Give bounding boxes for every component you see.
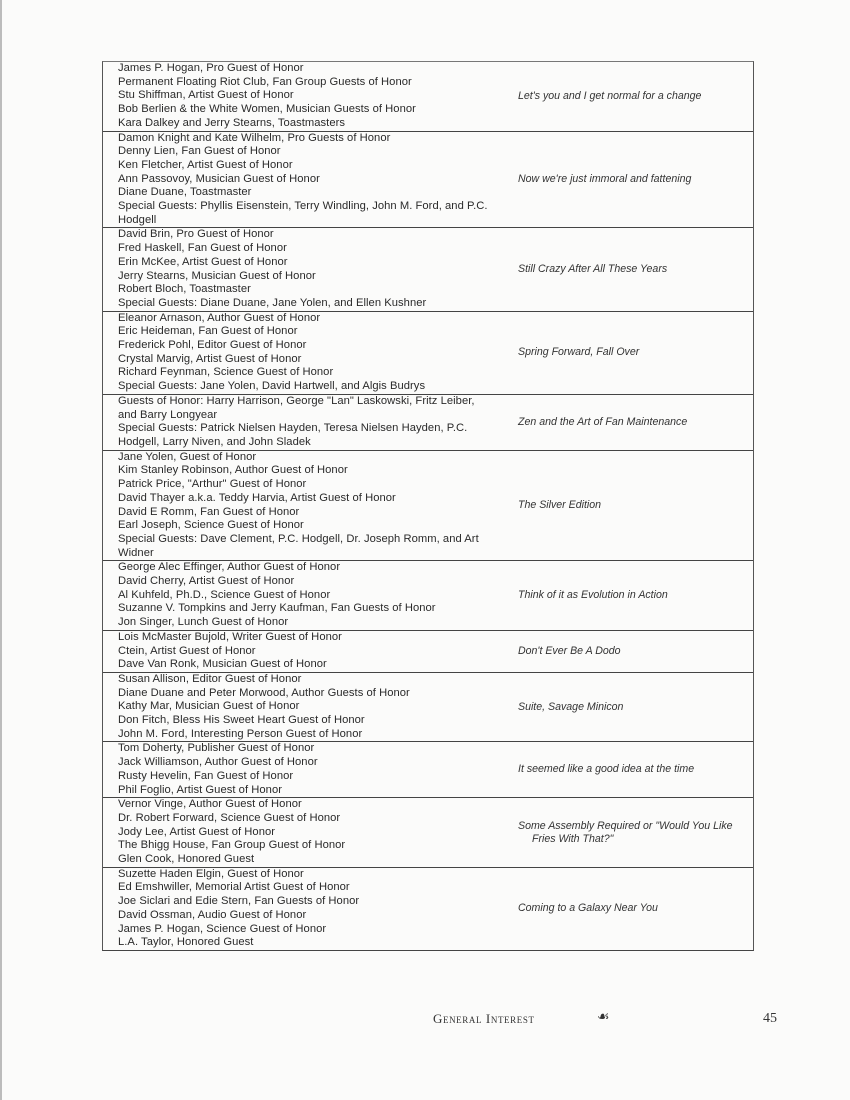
guest-line: Eric Heideman, Fan Guest of Honor <box>118 325 298 338</box>
guest-line: John M. Ford, Interesting Person Guest of Honor <box>118 727 363 740</box>
guest-line: Suzette Haden Elgin, Guest of Honor <box>118 867 304 880</box>
guest-line: David Thayer a.k.a. Teddy Harvia, Artist Guest of Honor <box>118 491 396 504</box>
guest-theme-table <box>102 61 754 951</box>
guest-line: Dr. Robert Forward, Science Guest of Honor <box>118 811 341 824</box>
table-row <box>103 311 753 394</box>
table-row <box>103 630 753 672</box>
table-row <box>103 741 753 797</box>
theme-text <box>518 645 621 658</box>
guest-line: Special Guests: Phyllis Eisenstein, Terry Windling, John M. Ford, and P.C. <box>118 200 488 213</box>
guest-line: Jody Lee, Artist Guest of Honor <box>118 825 276 838</box>
theme-line: Still Crazy After All These Years <box>518 263 668 276</box>
guest-line: Richard Feynman, Science Guest of Honor <box>118 366 334 379</box>
guest-line: Ctein, Artist Guest of Honor <box>118 644 256 657</box>
theme-line-continued: Fries With That?" <box>532 832 614 845</box>
guest-line: Ken Fletcher, Artist Guest of Honor <box>118 158 293 171</box>
guest-line: Kathy Mar, Musician Guest of Honor <box>118 700 300 713</box>
theme-cell <box>513 228 753 310</box>
guest-line: Don Fitch, Bless His Sweet Heart Guest of Honor <box>118 714 365 727</box>
guest-list-cell <box>103 132 513 228</box>
theme-line: Spring Forward, Fall Over <box>518 346 640 359</box>
guest-list-cell <box>103 312 513 394</box>
guest-line: David E Romm, Fan Guest of Honor <box>118 505 300 518</box>
theme-line: It seemed like a good idea at the time <box>518 763 695 776</box>
page-number: 45 <box>763 1011 777 1026</box>
guest-line: Frederick Pohl, Editor Guest of Honor <box>118 339 307 352</box>
guest-list-cell <box>103 395 513 450</box>
table-row <box>103 867 753 950</box>
guest-line: Suzanne V. Tompkins and Jerry Kaufman, Fan Guests of Honor <box>118 602 436 615</box>
guest-line: Jon Singer, Lunch Guest of Honor <box>118 616 289 629</box>
guest-line: Joe Siclari and Edie Stern, Fan Guests of Honor <box>118 895 360 908</box>
theme-text <box>518 902 658 915</box>
guest-line: The Bhigg House, Fan Group Guest of Honor <box>118 839 346 852</box>
table-row <box>103 672 753 742</box>
theme-text <box>518 820 733 846</box>
theme-cell <box>513 673 753 742</box>
theme-cell <box>513 312 753 394</box>
theme-text <box>518 346 639 359</box>
guest-line: Dave Van Ronk, Musician Guest of Honor <box>118 658 327 671</box>
guest-line: Stu Shiffman, Artist Guest of Honor <box>118 89 294 102</box>
guest-line: Crystal Marvig, Artist Guest of Honor <box>118 352 302 365</box>
guest-line: Kim Stanley Robinson, Author Guest of Honor <box>118 464 348 477</box>
guest-line: Vernor Vinge, Author Guest of Honor <box>118 798 302 811</box>
guest-line: Robert Bloch, Toastmaster <box>118 283 251 296</box>
theme-line: Let's you and I get normal for a change <box>518 89 702 102</box>
guest-line: Permanent Floating Riot Club, Fan Group Guests of Honor <box>118 75 412 88</box>
guest-line: Special Guests: Patrick Nielsen Hayden, Teresa Nielsen Hayden, P.C. <box>118 422 468 435</box>
guest-line: Hodgell, Larry Niven, and John Sladek <box>118 435 311 448</box>
table-row <box>103 227 753 310</box>
guest-line: Guests of Honor: Harry Harrison, George "Lan" Laskowski, Fritz Leiber, <box>118 394 475 407</box>
guest-line: Al Kuhfeld, Ph.D., Science Guest of Honor <box>118 588 331 601</box>
table-row <box>103 560 753 630</box>
guest-line: Diane Duane and Peter Morwood, Author Guests of Honor <box>118 686 410 699</box>
guest-line: and Barry Longyear <box>118 408 218 421</box>
guest-line: David Brin, Pro Guest of Honor <box>118 228 274 241</box>
table-row <box>103 450 753 561</box>
theme-text <box>518 263 667 276</box>
table-row <box>103 62 753 131</box>
guest-line: Special Guests: Dave Clement, P.C. Hodgell, Dr. Joseph Romm, and Art <box>118 532 479 545</box>
theme-text <box>518 589 668 602</box>
guest-line: Patrick Price, "Arthur" Guest of Honor <box>118 478 307 491</box>
guest-list-cell <box>103 742 513 797</box>
theme-line: Now we're just immoral and fattening <box>518 172 692 185</box>
guest-list-cell <box>103 673 513 742</box>
guest-line: David Cherry, Artist Guest of Honor <box>118 575 295 588</box>
guest-line: Tom Doherty, Publisher Guest of Honor <box>118 742 315 755</box>
guest-line: Eleanor Arnason, Author Guest of Honor <box>118 311 321 324</box>
theme-text <box>518 90 701 103</box>
theme-cell <box>513 742 753 797</box>
guest-line: Rusty Hevelin, Fan Guest of Honor <box>118 769 294 782</box>
guest-line: Jane Yolen, Guest of Honor <box>118 450 257 463</box>
theme-line: Zen and the Art of Fan Maintenance <box>518 415 688 428</box>
guest-list-cell <box>103 798 513 867</box>
guest-line: James P. Hogan, Pro Guest of Honor <box>118 62 304 74</box>
guest-line: Special Guests: Diane Duane, Jane Yolen, and Ellen Kushner <box>118 296 427 309</box>
theme-text <box>518 416 687 429</box>
theme-text <box>518 763 694 776</box>
guest-line: David Ossman, Audio Guest of Honor <box>118 908 307 921</box>
theme-cell <box>513 561 753 630</box>
table-row <box>103 797 753 867</box>
table-row <box>103 131 753 228</box>
theme-cell <box>513 798 753 867</box>
theme-text <box>518 499 601 512</box>
theme-line: Think of it as Evolution in Action <box>518 589 668 602</box>
guest-line: Erin McKee, Artist Guest of Honor <box>118 255 288 268</box>
theme-line: Some Assembly Required or "Would You Like <box>518 819 733 832</box>
theme-text <box>518 701 623 714</box>
guest-line: L.A. Taylor, Honored Guest <box>118 936 254 949</box>
guest-line: Lois McMaster Bujold, Writer Guest of Honor <box>118 630 342 643</box>
guest-line: George Alec Effinger, Author Guest of Honor <box>118 561 341 574</box>
guest-line: James P. Hogan, Science Guest of Honor <box>118 922 327 935</box>
theme-cell <box>513 631 753 672</box>
table-row <box>103 394 753 450</box>
guest-line: Widner <box>118 546 154 559</box>
guest-list-cell <box>103 451 513 561</box>
guest-list-cell <box>103 228 513 310</box>
guest-line: Special Guests: Jane Yolen, David Hartwell, and Algis Budrys <box>118 380 426 393</box>
theme-cell <box>513 451 753 561</box>
guest-line: Jack Williamson, Author Guest of Honor <box>118 756 318 769</box>
footer-ornament-icon: ☙ <box>597 1008 610 1024</box>
guest-line: Diane Duane, Toastmaster <box>118 186 252 199</box>
guest-line: Susan Allison, Editor Guest of Honor <box>118 672 302 685</box>
guest-list-cell <box>103 631 513 672</box>
guest-line: Phil Foglio, Artist Guest of Honor <box>118 783 282 796</box>
guest-line: Denny Lien, Fan Guest of Honor <box>118 145 281 158</box>
theme-line: Coming to a Galaxy Near You <box>518 902 658 915</box>
guest-line: Earl Joseph, Science Guest of Honor <box>118 519 304 532</box>
guest-line: Fred Haskell, Fan Guest of Honor <box>118 242 287 255</box>
theme-cell <box>513 868 753 950</box>
theme-line: Don't Ever Be A Dodo <box>518 644 621 657</box>
guest-line: Ed Emshwiller, Memorial Artist Guest of Honor <box>118 881 350 894</box>
theme-text <box>518 173 691 186</box>
theme-line: Suite, Savage Minicon <box>518 700 624 713</box>
guest-line: Ann Passovoy, Musician Guest of Honor <box>118 172 320 185</box>
footer-section-label: General Interest <box>433 1011 535 1026</box>
theme-cell <box>513 132 753 228</box>
guest-list-cell <box>103 868 513 950</box>
guest-line: Jerry Stearns, Musician Guest of Honor <box>118 269 316 282</box>
guest-line: Hodgell <box>118 213 157 226</box>
theme-cell <box>513 395 753 450</box>
guest-line: Glen Cook, Honored Guest <box>118 853 255 866</box>
guest-list-cell <box>103 561 513 630</box>
guest-line: Kara Dalkey and Jerry Stearns, Toastmasters <box>118 116 346 129</box>
guest-list-cell <box>103 62 513 131</box>
scan-edge <box>0 0 2 1100</box>
theme-line: The Silver Edition <box>518 499 602 511</box>
theme-cell <box>513 62 753 131</box>
guest-line: Bob Berlien & the White Women, Musician Guests of Honor <box>118 103 416 116</box>
guest-line: Damon Knight and Kate Wilhelm, Pro Guests of Honor <box>118 131 391 144</box>
